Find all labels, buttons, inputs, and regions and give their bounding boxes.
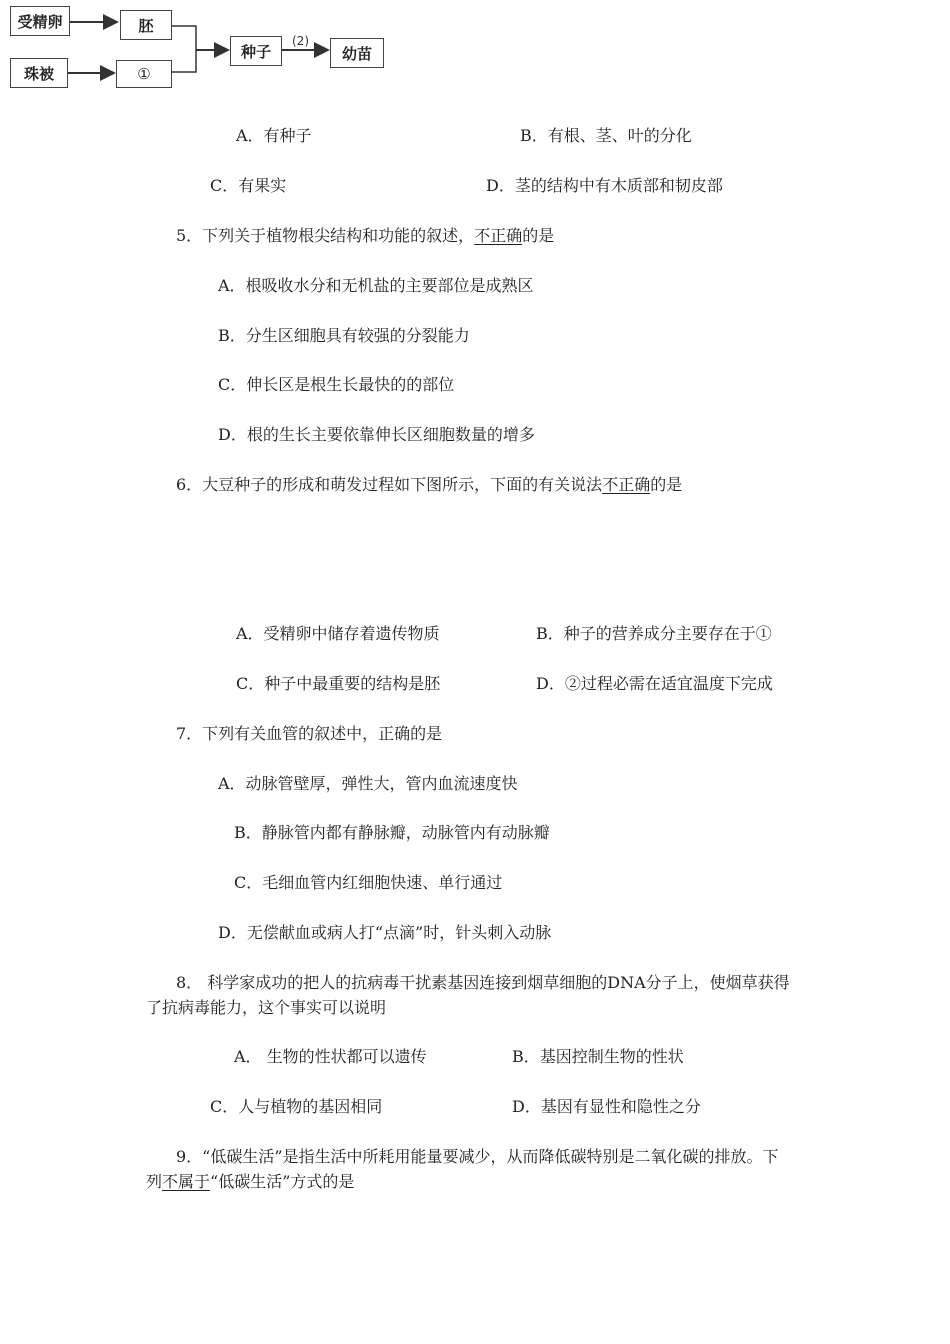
- q4-option-b: B．有根、茎、叶的分化: [520, 126, 692, 145]
- q5-stem-underlined: 不正确: [474, 226, 523, 245]
- q8-option-b: B．基因控制生物的性状: [512, 1047, 684, 1066]
- q6-stem-underlined: 不正确: [602, 475, 651, 494]
- q5-option-a: A．根吸收水分和无机盐的主要部位是成熟区: [218, 276, 534, 295]
- q4-option-c: C．有果实: [210, 176, 287, 195]
- box-circle-one: ①: [116, 60, 172, 88]
- bracket-to-seed: [172, 26, 196, 72]
- q4-option-d: D．茎的结构中有木质部和韧皮部: [486, 176, 723, 195]
- box-integument: 珠被: [10, 58, 68, 88]
- q5-option-d: D．根的生长主要依靠伸长区细胞数量的增多: [218, 425, 535, 444]
- q6-option-b: B．种子的营养成分主要存在于①: [536, 624, 772, 643]
- q8-stem-line2: 了抗病毒能力，这个事实可以说明: [146, 998, 387, 1017]
- q9-stem-line2: [146, 1172, 354, 1192]
- q5-option-c: C．伸长区是根生长最快的的部位: [218, 375, 455, 394]
- q4-option-a: A．有种子: [236, 126, 312, 145]
- q5-stem-pre: 5．下列关于植物根尖结构和功能的叙述，: [176, 226, 475, 245]
- q6-option-c: C．种子中最重要的结构是胚: [236, 674, 441, 693]
- box-embryo: 胚: [120, 10, 172, 40]
- q5-stem: [176, 226, 554, 246]
- q7-option-c: C．毛细血管内红细胞快速、单行通过: [234, 873, 503, 892]
- q7-stem: 7．下列有关血管的叙述中，正确的是: [176, 724, 443, 743]
- q8-option-a: A． 生物的性状都可以遗传: [234, 1047, 427, 1066]
- q7-option-d: D．无偿献血或病人打“点滴”时，针头刺入动脉: [218, 923, 552, 942]
- q8-option-c: C．人与植物的基因相同: [210, 1097, 383, 1116]
- q7-option-a: A．动脉管壁厚，弹性大，管内血流速度快: [218, 774, 518, 793]
- q8-stem-line1: 8． 科学家成功的把人的抗病毒干扰素基因连接到烟草细胞的DNA分子上，使烟草获得: [176, 973, 790, 992]
- q6-stem-post: 的是: [650, 475, 683, 494]
- q5-stem-post: 的是: [522, 226, 555, 245]
- box-seed: 种子: [230, 36, 282, 66]
- label-process-two: (2): [292, 34, 309, 48]
- q9-stem-line2-pre: 列: [146, 1172, 163, 1191]
- q9-stem-line1: 9．“低碳生活”是指生活中所耗用能量要减少，从而降低碳特别是二氧化碳的排放。下: [176, 1147, 779, 1166]
- q6-option-d: D．②过程必需在适宜温度下完成: [536, 674, 773, 693]
- q8-option-d: D．基因有显性和隐性之分: [512, 1097, 701, 1116]
- box-fertilized-egg: 受精卵: [10, 6, 70, 36]
- q9-stem-underlined: 不属于: [162, 1172, 211, 1191]
- q6-stem: [176, 475, 682, 495]
- q7-option-b: B．静脉管内都有静脉瓣，动脉管内有动脉瓣: [234, 823, 550, 842]
- q6-option-a: A．受精卵中储存着遗传物质: [236, 624, 440, 643]
- q6-stem-pre: 6．大豆种子的形成和萌发过程如下图所示，下面的有关说法: [176, 475, 603, 494]
- box-seedling: 幼苗: [330, 38, 384, 68]
- q9-stem-line2-post: “低碳生活”方式的是: [210, 1172, 355, 1191]
- seed-formation-diagram: [0, 0, 400, 100]
- q5-option-b: B．分生区细胞具有较强的分裂能力: [218, 326, 470, 345]
